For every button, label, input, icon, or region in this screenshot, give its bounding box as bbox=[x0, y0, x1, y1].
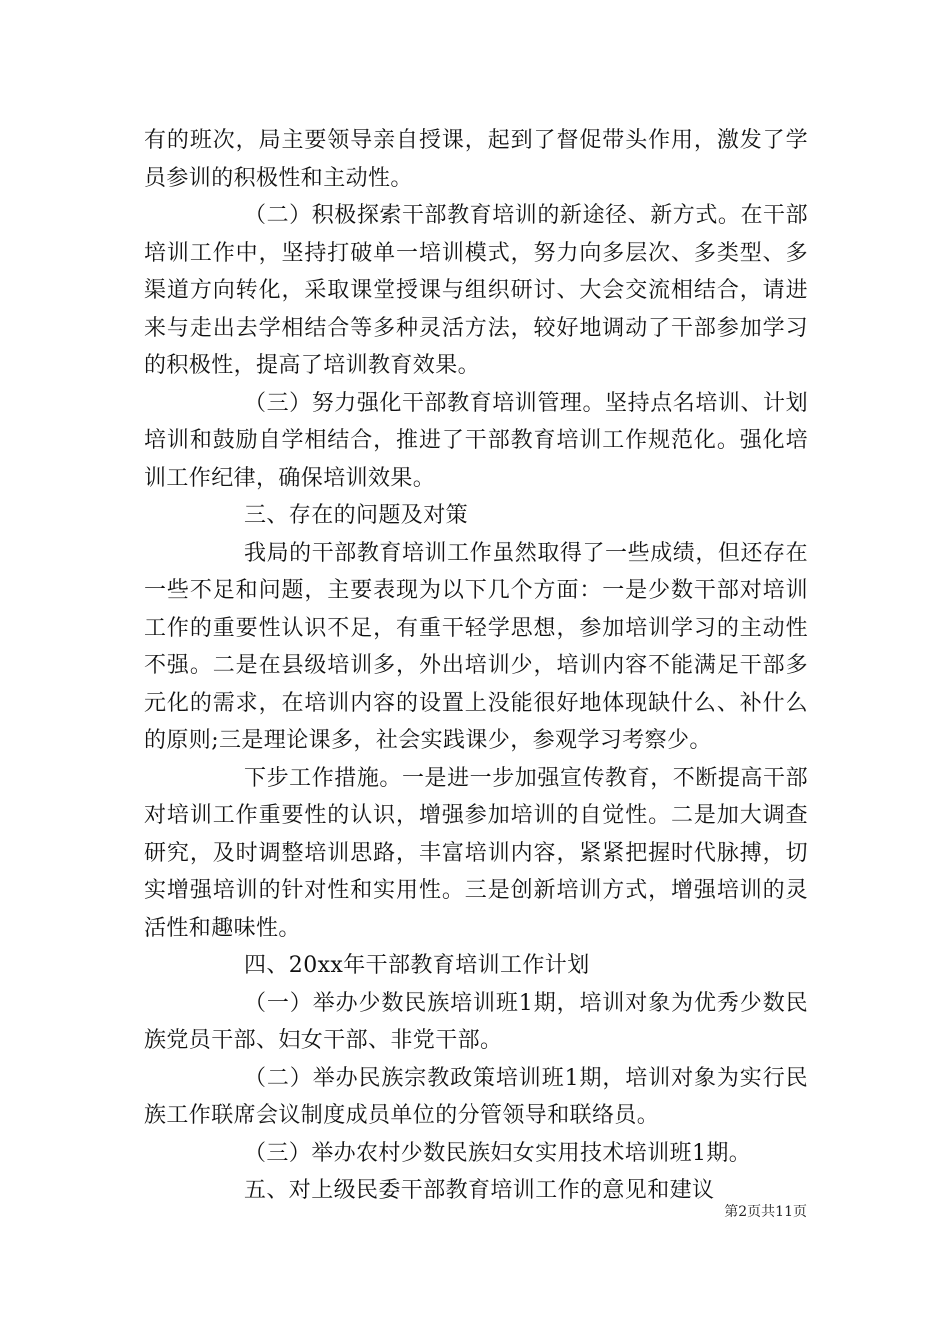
paragraph-item-2: （二）积极探索干部教育培训的新途径、新方式。在干部培训工作中，坚持打破单一培训模式，努力向多层次、多类型、多渠道方向转化，采取课堂授课与组织研讨、大会交流相结合，请进来与走出去学相结合等多种灵活方法，较好地调动了干部参加学习的积极性，提高了培训教育效果。 bbox=[144, 203, 808, 378]
paragraph-measures: 下步工作措施。一是进一步加强宣传教育，不断提高干部对培训工作重要性的认识，增强参加培训的自觉性。二是加大调查研究，及时调整培训思路，丰富培训内容，紧紧把握时代脉搏，切实增强培训的针对性和实用性。三是创新培训方式，增强培训的灵活性和趣味性。 bbox=[144, 765, 808, 941]
section-heading-5: 五、对上级民委干部教育培训工作的意见和建议 bbox=[244, 1178, 715, 1203]
paragraph-item-3: （三）努力强化干部教育培训管理。坚持点名培训、计划培训和鼓励自学相结合，推进了干部教育培训工作规范化。强化培训工作纪律，确保培训效果。 bbox=[144, 390, 808, 491]
section-heading-4: 四、20xx年干部教育培训工作计划 bbox=[244, 953, 590, 978]
plan-item-3: （三）举办农村少数民族妇女实用技术培训班1期。 bbox=[244, 1140, 752, 1166]
section-heading-3: 三、存在的问题及对策 bbox=[244, 503, 469, 528]
page-number-footer: 第2页共11页 bbox=[724, 1204, 807, 1220]
plan-item-1: （一）举办少数民族培训班1期，培训对象为优秀少数民族党员干部、妇女干部、非党干部。 bbox=[144, 990, 808, 1053]
paragraph-continuation: 有的班次，局主要领导亲自授课，起到了督促带头作用，激发了学员参训的积极性和主动性。 bbox=[144, 128, 808, 191]
plan-item-2: （二）举办民族宗教政策培训班1期，培训对象为实行民族工作联席会议制度成员单位的分管领导和联络员。 bbox=[144, 1065, 808, 1128]
paragraph-problems: 我局的干部教育培训工作虽然取得了一些成绩，但还存在一些不足和问题，主要表现为以下几个方面：一是少数干部对培训工作的重要性认识不足，有重干轻学思想，参加培训学习的主动性不强。二是在县级培训多，外出培训少，培训内容不能满足干部多元化的需求，在培训内容的设置上没能很好地体现缺什么、补什么的原则;三是理论课多，社会实践课少，参观学习考察少。 bbox=[144, 540, 808, 753]
document-body bbox=[144, 122, 808, 1210]
